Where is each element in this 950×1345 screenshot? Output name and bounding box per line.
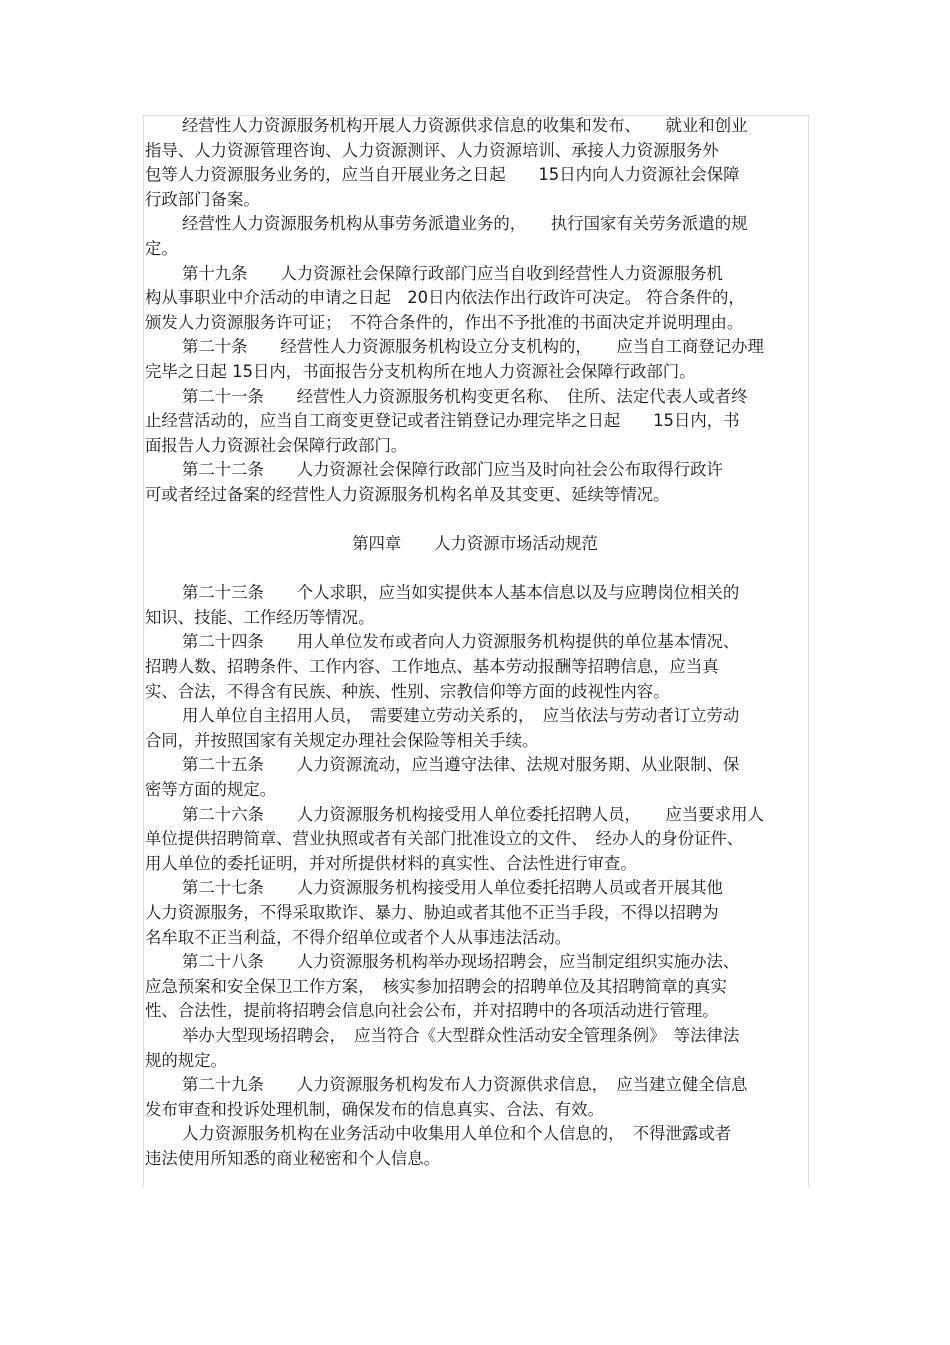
text-line: 面报告人力资源社会保障行政部门。 [145, 435, 408, 455]
text-line: 第二十条 经营性人力资源服务机构设立分支机构的， 应当自工商登记办理 [182, 337, 764, 357]
text-line: 行政部门备案。 [145, 189, 260, 209]
text-line: 颁发人力资源服务许可证； 不符合条件的，作出不予批准的书面决定并说明理由。 [145, 312, 744, 332]
document-body [145, 114, 805, 1172]
text-line: 违法使用所知悉的商业秘密和个人信息。 [145, 1148, 441, 1168]
paragraph [145, 385, 805, 459]
text-line: 包等人力资源服务业务的，应当自开展业务之日起 15日内向人力资源社会保障 [145, 165, 740, 185]
paragraph [145, 114, 805, 212]
text-line: 经营性人力资源服务机构开展人力资源供求信息的收集和发布、 就业和创业 [182, 116, 748, 135]
text-line: 第十九条 人力资源社会保障行政部门应当自收到经营性人力资源服务机 [182, 263, 723, 283]
text-line: 性、合法性，提前将招聘会信息向社会公布，并对招聘中的各项活动进行管理。 [145, 1001, 719, 1021]
text-line: 发布审查和投诉处理机制，确保发布的信息真实、合法、有效。 [145, 1099, 604, 1119]
paragraph [145, 950, 805, 1024]
text-line: 可或者经过备案的经营性人力资源服务机构名单及其变更、延续等情况。 [145, 484, 670, 504]
text-line: 用人单位自主招用人员， 需要建立劳动关系的， 应当依法与劳动者订立劳动 [182, 706, 740, 726]
text-line: 知识、技能、工作经历等情况。 [145, 607, 375, 627]
text-line: 定。 [145, 238, 178, 258]
text-line: 第二十二条 人力资源社会保障行政部门应当及时向社会公布取得行政许 [182, 460, 723, 480]
text-line: 第二十五条 人力资源流动，应当遵守法律、法规对服务期、从业限制、保 [182, 755, 740, 775]
text-line: 止经营活动的，应当自工商变更登记或者注销登记办理完毕之日起 15日内，书 [145, 411, 740, 431]
paragraph [145, 630, 805, 704]
paragraph [145, 1122, 805, 1171]
paragraph [145, 581, 805, 630]
text-line: 实、合法，不得含有民族、种族、性别、宗教信仰等方面的歧视性内容。 [145, 681, 670, 701]
text-line: 用人单位的委托证明，并对所提供材料的真实性、合法性进行审查。 [145, 853, 637, 873]
text-line: 第二十七条 人力资源服务机构接受用人单位委托招聘人员或者开展其他 [182, 878, 723, 898]
text-line: 经营性人力资源服务机构从事劳务派遣业务的， 执行国家有关劳务派遣的规 [182, 214, 748, 234]
paragraph [145, 803, 805, 877]
text-line: 人力资源服务机构在业务活动中收集用人单位和个人信息的， 不得泄露或者 [182, 1124, 732, 1144]
text-line: 举办大型现场招聘会， 应当符合《大型群众性活动安全管理条例》 等法律法 [182, 1025, 740, 1045]
text-line: 第二十九条 人力资源服务机构发布人力资源供求信息， 应当建立健全信息 [182, 1075, 748, 1095]
text-line: 构从事职业中介活动的申请之日起 20日内依法作出行政许可决定。 符合条件的， [145, 288, 745, 308]
text-line: 第二十三条 个人求职，应当如实提供本人基本信息以及与应聘岗位相关的 [182, 583, 740, 603]
paragraph [145, 1024, 805, 1073]
paragraph [145, 262, 805, 336]
paragraph [145, 753, 805, 802]
text-line: 密等方面的规定。 [145, 780, 277, 800]
text-line: 人力资源服务，不得采取欺诈、暴力、胁迫或者其他不正当手段，不得以招聘为 [145, 903, 719, 922]
text-line: 第二十一条 经营性人力资源服务机构变更名称、 住所、法定代表人或者终 [182, 386, 748, 406]
paragraph [145, 458, 805, 507]
text-line: 规的规定。 [145, 1050, 227, 1070]
text-line: 第二十八条 人力资源服务机构举办现场招聘会，应当制定组织实施办法、 [182, 952, 740, 972]
paragraph [145, 876, 805, 950]
text-line: 第二十四条 用人单位发布或者向人力资源服务机构提供的单位基本情况、 [182, 632, 740, 652]
text-line: 指导、人力资源管理咨询、人力资源测评、人力资源培训、承接人力资源服务外 [145, 140, 719, 160]
chapter-heading: 第四章 人力资源市场活动规范 [352, 534, 598, 554]
paragraph [145, 704, 805, 753]
text-line: 单位提供招聘简章、营业执照或者有关部门批准设立的文件、 经办人的身份证件、 [145, 829, 744, 849]
text-line: 第二十六条 人力资源服务机构接受用人单位委托招聘人员， 应当要求用人 [182, 804, 764, 824]
paragraph [145, 212, 805, 261]
text-line: 应急预案和安全保卫工作方案， 核实参加招聘会的招聘单位及其招聘简章的真实 [145, 976, 727, 996]
text-line: 名牟取不正当利益，不得介绍单位或者个人从事违法活动。 [145, 927, 572, 947]
paragraph [145, 335, 805, 384]
text-line: 招聘人数、招聘条件、工作内容、工作地点、基本劳动报酬等招聘信息，应当真 [145, 657, 719, 677]
text-line: 完毕之日起 15日内，书面报告分支机构所在地人力资源社会保障行政部门。 [145, 361, 696, 381]
paragraph [145, 1073, 805, 1122]
text-line: 合同，并按照国家有关规定办理社会保险等相关手续。 [145, 730, 539, 750]
